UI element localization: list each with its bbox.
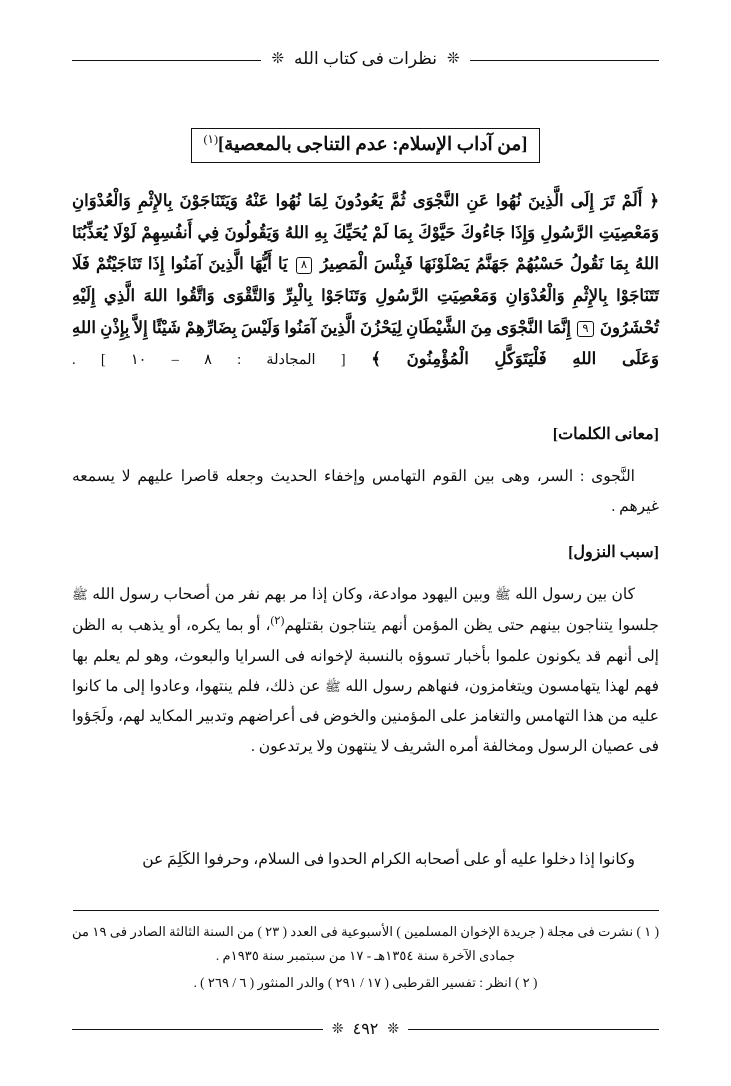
title-footnote-marker: (١) — [203, 132, 218, 146]
word-meanings-text: النَّجوى : السر، وهى بين القوم التهامس وإخفاء الحديث وجعله قاصرا عليهم لا يسمعه غيرهم . — [72, 468, 659, 516]
footer-rule-left — [408, 1029, 659, 1030]
ayah-number-badge: ٩ — [577, 321, 593, 337]
salla-allahu-alayhi-wasallam-icon: ﷺ — [324, 678, 341, 694]
page-title-wrapper — [0, 128, 731, 163]
footnote-item: ( ١ ) نشرت فى مجلة ( جريدة الإخوان المسلمين ) الأسبوعية فى العدد ( ٢٣ ) من السنة الثالثة الصادر فى ١٩ من جمادى الآخرة سنة ١٣٥٤هـ - ١٧ من سبتمبر سنة ١٩٣٥م . — [72, 924, 659, 964]
flower-ornament-icon: ❊ — [331, 1021, 344, 1037]
quran-text-part-1: ﴿ أَلَمْ تَرَ إِلَى الَّذِينَ نُهُوا عَنِ النَّجْوَى ثُمَّ يَعُودُونَ لِمَا نُهُوا عَنْهُ وَيَتَنَاجَوْنَ بِالإِثْمِ وَالْعُدْوَانِ وَمَعْصِيَتِ الرَّسُولِ وَإِذَا جَاءُوكَ حَيَّوْكَ بِمَا لَمْ يُحَيِّكَ بِهِ اللهُ وَيَقُولُونَ فِي أَنفُسِهِمْ لَوْلَا يُعَذِّبُنَا اللهُ بِمَا نَقُولُ حَسْبُهُمْ جَهَنَّمُ يَصْلَوْنَهَا فَبِئْسَ الْمَصِيرُ — [72, 191, 660, 274]
sabab-text-d: ، أو بما يكره، أو يذهب به الظن إلى أنهم قد يكونون علموا بأخبار تسوؤه بالنسبة لإخوانه فى السرايا والبعوث، وهو لم يعلم بها فهم لهذا يتهامسون ويتغامزون، فنهاهم رسول الله — [72, 617, 659, 695]
page-title-text: [من آداب الإسلام: عدم التناجى بالمعصية] — [218, 135, 528, 156]
paragraph-reason-of-revelation — [72, 580, 659, 762]
flower-ornament-icon: ❊ — [271, 50, 285, 67]
quran-text-part-3: إِنَّمَا النَّجْوَى مِنَ الشَّيْطَانِ لِيَحْزُنَ الَّذِينَ آمَنُوا وَلَيْسَ بِضَارِّهِمْ شَيْئًا إِلاَّ بِإِذْنِ اللهِ وَعَلَى اللهِ فَلْيَتَوَكَّلِ الْمُؤْمِنُونَ ﴾ — [72, 317, 659, 369]
sabab-text-b: وبين اليهود موادعة، وكان إذا مر بهم نفر من أصحاب رسول الله — [92, 586, 491, 603]
footer-rule-right — [72, 1029, 323, 1030]
salla-allahu-alayhi-wasallam-icon: ﷺ — [494, 587, 511, 602]
page-footer — [72, 1014, 659, 1044]
quran-text-part-2: يَا أَيُّهَا الَّذِينَ آمَنُوا إِذَا تَنَاجَيْتُمْ فَلَا تَتَنَاجَوْا بِالإِثْمِ وَالْعُدْوَانِ وَمَعْصِيَتِ الرَّسُولِ وَتَنَاجَوْا بِالْبِرِّ وَالتَّقْوَى وَاتَّقُوا اللهَ الَّذِي إِلَيْهِ تُحْشَرُونَ — [72, 254, 660, 337]
footnote-separator — [73, 910, 659, 911]
flower-ornament-icon: ❊ — [387, 1021, 400, 1037]
page-title — [191, 128, 541, 163]
paragraph-word-meanings — [72, 462, 659, 522]
continuation-text: وكانوا إذا دخلوا عليه أو على أصحابه الكرام الحدوا فى السلام، وحرفوا الكَلِمَ عن — [142, 851, 635, 868]
quran-passage — [72, 185, 659, 375]
header-rule-left — [470, 60, 659, 61]
footnotes — [72, 920, 659, 997]
section-heading-reason-of-revelation: [سبب النزول] — [568, 544, 659, 561]
sabab-text-e: عن ذلك، فلم ينتهوا، وعادوا إلى ما كانوا عليه من هذا التهامس والتغامز على المؤمنين والخوض فى أعراضهم وتدبير المكايد لهم، ولَجَؤوا فى عصيان الرسول ومخالفة أمره الشريف لا ينتهون ولا يرتدعون . — [72, 677, 659, 756]
ayah-number-badge: ٨ — [296, 257, 312, 273]
page-number: ٤٩٢ — [352, 1021, 379, 1038]
header-title: نظرات فى كتاب الله — [294, 49, 437, 68]
section-heading-word-meanings: [معانى الكلمات] — [552, 426, 659, 443]
header-rule-right — [72, 60, 261, 61]
footnote-marker-2: (٢) — [270, 615, 285, 628]
running-header — [72, 42, 659, 76]
paragraph-continuation — [72, 845, 659, 875]
footnote-item: ( ٢ ) انظر : تفسير القرطبى ( ١٧ / ٢٩١ ) والدر المنثور ( ٦ / ٢٦٩ ) . — [193, 974, 538, 990]
sabab-text-c: جلسوا يتناجون بينهم حتى يظن المؤمن أنهم يتناجون بقتلهم — [284, 617, 659, 635]
salla-allahu-alayhi-wasallam-icon: ﷺ — [72, 587, 88, 602]
flower-ornament-icon: ❊ — [446, 50, 460, 67]
sabab-text-a: كان بين رسول الله — [515, 586, 636, 603]
quran-reference: [ المجادلة : ٨ – ١٠ ] . — [72, 352, 346, 369]
